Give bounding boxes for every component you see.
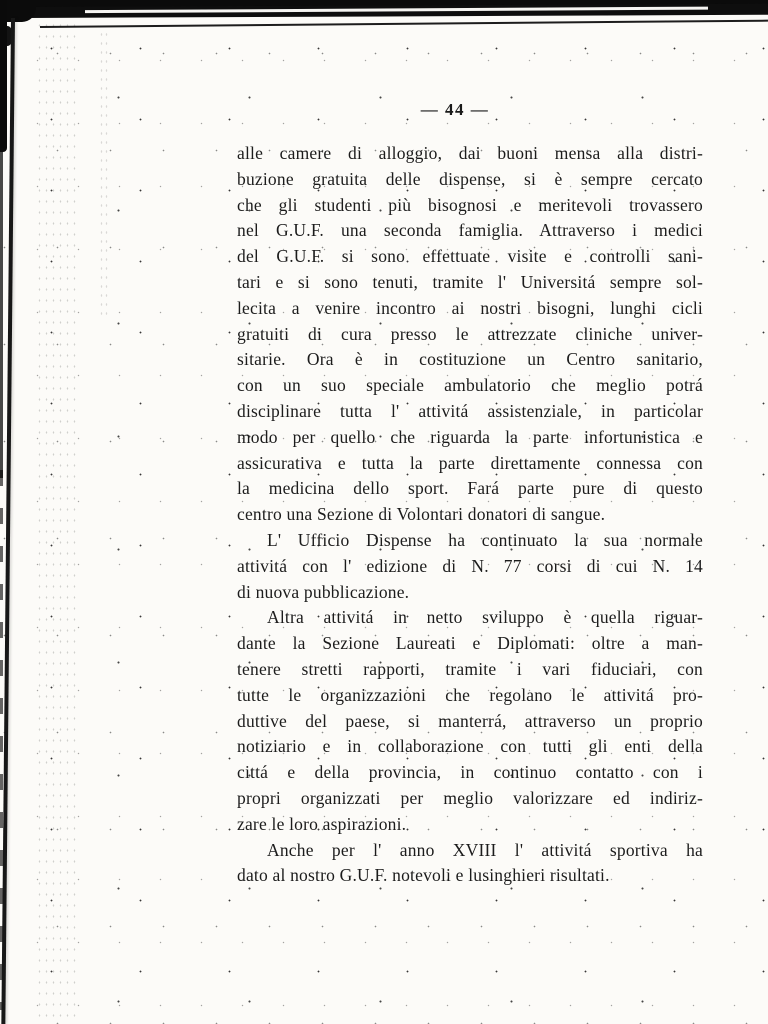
- text-line: del G.U.F. si sono effettuate visite e controlli sani-: [237, 246, 703, 267]
- text-line: duttive del paese, si manterrá, attraverso un proprio: [237, 710, 703, 731]
- left-edge-artifact: [0, 0, 7, 152]
- text-line: lecita a venire incontro ai nostri bisogni, lunghi cicli: [237, 297, 703, 318]
- page-number: — 44 —: [420, 100, 490, 119]
- text-line: dante la Sezione Laureati e Diplomati: oltre a man-: [237, 633, 703, 654]
- text-line: propri organizzati per meglio valorizzare ed indiriz-: [237, 787, 703, 808]
- text-line: attivitá con l' edizione di N. 77 corsi di cui N. 14: [237, 555, 703, 576]
- text-line: tari e si sono tenuti, tramite l' Universitá sempre sol-: [237, 271, 703, 292]
- text-block: [237, 141, 703, 889]
- scan-noise-streak: [99, 30, 108, 320]
- text-line: tutte le organizzazioni che regolano le attivitá pro-: [237, 684, 703, 705]
- left-edge-artifact: [0, 148, 3, 478]
- text-line: disciplinare tutta l' attivitá assistenziale, in particolar: [237, 400, 703, 421]
- text-line: Altra attivitá in netto sviluppo è quella riguar-: [267, 607, 703, 628]
- text-line: con un suo speciale ambulatorio che meglio potrá: [237, 375, 703, 396]
- text-line: L' Ufficio Dispense ha continuato la sua normale: [267, 529, 703, 550]
- top-edge-line-artifact: [40, 20, 768, 28]
- text-line: buzione gratuita delle dispense, si è sempre cercato: [237, 168, 703, 189]
- text-line: centro una Sezione di Volontari donatori di sangue.: [237, 504, 606, 525]
- text-line: dato al nostro G.U.F. notevoli e lusinghieri risultati.: [237, 865, 610, 886]
- text-line: nel G.U.F. una seconda famiglia. Attraverso i medici: [237, 220, 703, 241]
- scan-noise-band: [36, 20, 76, 1024]
- text-line: sitarie. Ora è in costituzione un Centro sanitario,: [237, 349, 703, 370]
- text-line: modo per quello che riguarda la parte infortunistica e: [237, 426, 703, 447]
- text-line: cittá e della provincia, in continuo contatto con i: [237, 762, 703, 783]
- text-line: di nuova pubblicazione.: [237, 581, 410, 602]
- text-line: alle camere di alloggio, dai buoni mensa alla distri-: [237, 143, 703, 163]
- text-line: assicurativa e tutta la parte direttamente connessa con: [237, 452, 703, 473]
- binding-line-artifact: [1, 18, 14, 1024]
- top-edge-artifact: [26, 4, 768, 18]
- text-line: notiziario e in collaborazione con tutti gli enti della: [237, 736, 703, 757]
- text-line: zare le loro aspirazioni.: [237, 813, 407, 834]
- text-line: Anche per l' anno XVIII l' attivitá sportiva ha: [267, 839, 703, 860]
- text-line: che gli studenti più bisognosi e meritevoli trovassero: [237, 194, 703, 215]
- text-line: la medicina dello sport. Fará parte pure di questo: [237, 478, 703, 499]
- text-line: tenere stretti rapporti, tramite i vari fiduciari, con: [237, 658, 703, 679]
- text-line: gratuiti di cura presso le attrezzate cliniche univer-: [237, 323, 703, 344]
